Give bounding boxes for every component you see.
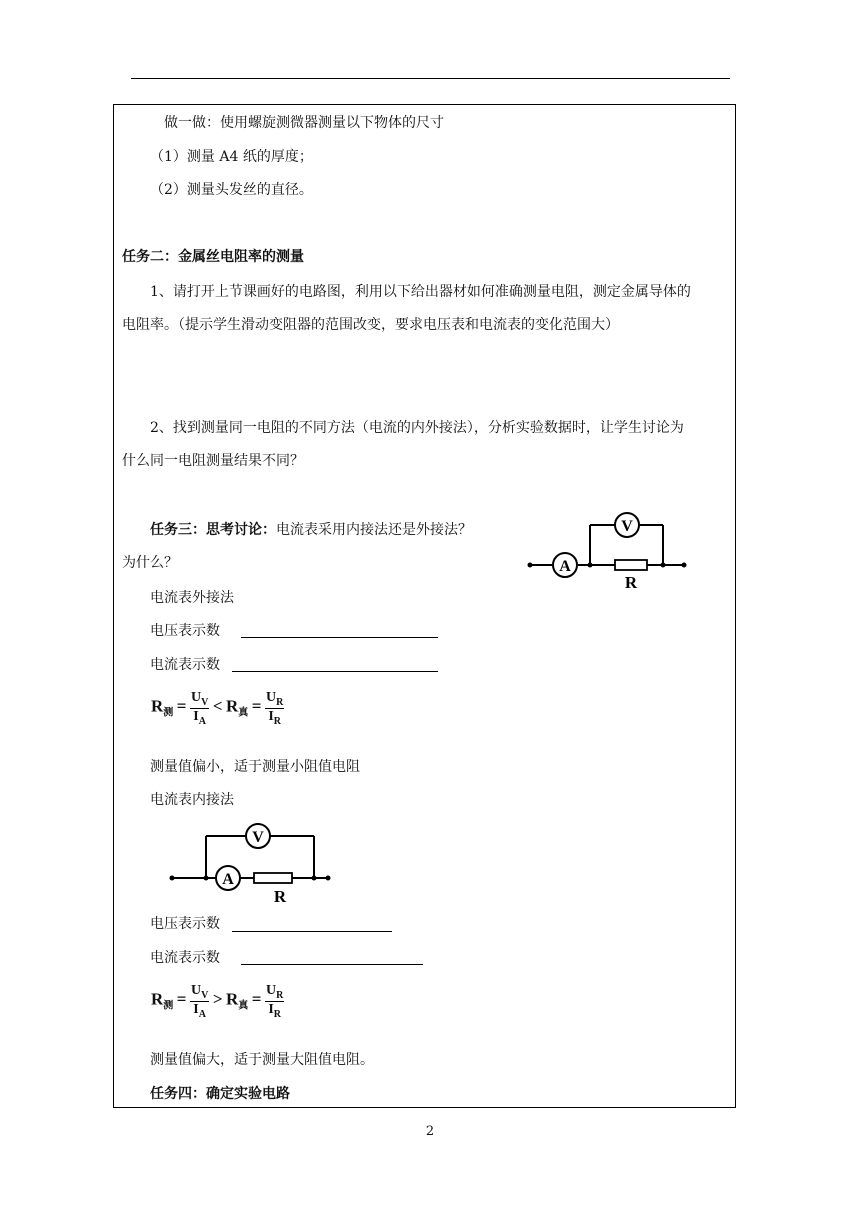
header-rule — [131, 78, 730, 79]
frac-U2: U — [265, 690, 277, 705]
frac-U: U — [190, 690, 202, 705]
fraction2-uv-ia — [190, 983, 209, 1020]
task4-heading: 任务四：确定实验电路 — [150, 1086, 290, 1102]
formula-R-measured: R — [151, 696, 164, 716]
formula-equals: = — [176, 696, 187, 716]
task3-heading: 任务三：思考讨论： — [150, 522, 276, 538]
formula2-R-measured: R — [151, 989, 164, 1009]
external-title: 电流表外接法 — [150, 590, 234, 606]
formula2-greater-than: > — [212, 989, 223, 1009]
doit-item-2: （2）测量头发丝的直径。 — [150, 182, 313, 198]
external-ammeter-label: 电流表示数 — [150, 657, 220, 673]
internal-voltmeter-label: V — [252, 829, 264, 846]
formula-equals-2: = — [251, 696, 262, 716]
fraction2-ur-ir — [265, 983, 284, 1020]
task2-p2-line1: 2、找到测量同一电阻的不同方法（电流的内外接法），分析实验数据时，让学生讨论为 — [150, 420, 684, 436]
frac-R: R — [276, 696, 284, 708]
fraction-uv-ia — [190, 690, 209, 727]
internal-ammeter-blank[interactable] — [241, 964, 423, 965]
formula-less-than: < — [212, 696, 223, 716]
frac2-A: A — [198, 1008, 206, 1020]
resistor-label: R — [624, 573, 638, 592]
formula-external — [151, 690, 284, 727]
task3-question-cont: 为什么？ — [122, 555, 178, 571]
formula2-sub-measured: 测 — [163, 1000, 174, 1012]
formula2-R-true: R — [226, 989, 239, 1009]
frac-R2: R — [273, 715, 281, 727]
internal-conclusion: 测量值偏大，适于测量大阻值电阻。 — [150, 1052, 374, 1068]
external-voltmeter-label: 电压表示数 — [150, 623, 220, 639]
formula-internal — [151, 983, 284, 1020]
task2-p1-line1: 1、请打开上节课画好的电路图，利用以下给出器材如何准确测量电阻，测定金属导体的 — [150, 284, 691, 300]
internal-title: 电流表内接法 — [150, 792, 234, 808]
task3-question: 电流表采用内接法还是外接法？ — [276, 522, 472, 538]
voltmeter-label: V — [621, 518, 633, 535]
frac-I: I — [193, 708, 199, 724]
task2-heading: 任务二：金属丝电阻率的测量 — [122, 249, 304, 265]
frac-I2: I — [268, 708, 274, 724]
frac2-R2: R — [273, 1008, 281, 1020]
external-connection-circuit — [522, 508, 692, 592]
frac2-I: I — [193, 1001, 199, 1017]
formula2-equals: = — [176, 989, 187, 1009]
page-number: 2 — [425, 1124, 435, 1139]
external-voltmeter-blank[interactable] — [241, 637, 438, 638]
task3-line — [150, 520, 472, 540]
task2-p1-line2: 电阻率。（提示学生滑动变阻器的范围改变，要求电压表和电流表的变化范围大） — [122, 317, 619, 333]
internal-connection-circuit — [166, 818, 366, 908]
internal-voltmeter-label: 电压表示数 — [150, 916, 220, 932]
task2-p2-line2: 什么同一电阻测量结果不同？ — [122, 453, 304, 469]
ammeter-label: A — [559, 558, 571, 575]
formula-R-true: R — [226, 696, 239, 716]
doit-item-1: （1）测量 A4 纸的厚度； — [150, 149, 313, 165]
external-conclusion: 测量值偏小，适于测量小阻值电阻 — [150, 759, 360, 775]
formula-sub-true: 真 — [238, 707, 249, 719]
formula2-equals-2: = — [251, 989, 262, 1009]
frac2-V: V — [201, 989, 209, 1001]
internal-voltmeter-blank[interactable] — [232, 931, 392, 932]
frac2-I2: I — [268, 1001, 274, 1017]
internal-ammeter-label: A — [222, 871, 234, 888]
fraction-ur-ir — [265, 690, 284, 727]
external-ammeter-blank[interactable] — [232, 671, 438, 672]
frac2-U: U — [190, 983, 202, 998]
internal-resistor-label: R — [273, 887, 287, 906]
frac-V: V — [201, 696, 209, 708]
formula-sub-measured: 测 — [163, 707, 174, 719]
doit-title: 做一做：使用螺旋测微器测量以下物体的尺寸 — [164, 115, 444, 131]
internal-ammeter-label: 电流表示数 — [150, 950, 220, 966]
frac-A: A — [198, 715, 206, 727]
frac2-R: R — [276, 989, 284, 1001]
formula2-sub-true: 真 — [238, 1000, 249, 1012]
frac2-U2: U — [265, 983, 277, 998]
